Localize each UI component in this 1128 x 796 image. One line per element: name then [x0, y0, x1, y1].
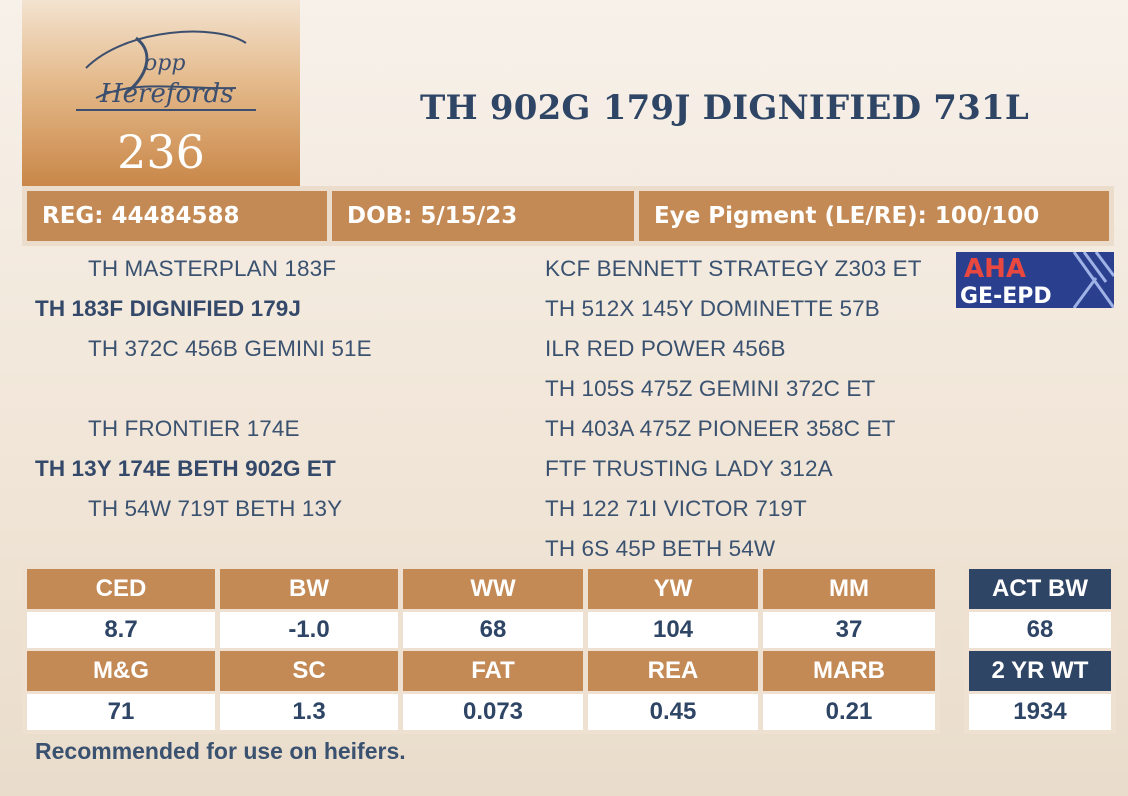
- pedigree-right-line: TH 512X 145Y DOMINETTE 57B: [545, 296, 880, 321]
- epd-table: [22, 564, 940, 734]
- pedigree-sire-dam: TH 372C 456B GEMINI 51E: [88, 336, 372, 361]
- epd-header-marb: MARB: [763, 651, 935, 691]
- pedigree-right-line: KCF BENNETT STRATEGY Z303 ET: [545, 256, 922, 281]
- epd-value-mg: 71: [27, 694, 215, 730]
- epd-value-yw: 104: [588, 612, 758, 648]
- pedigree-sire: TH 183F DIGNIFIED 179J: [35, 296, 302, 321]
- pedigree-right-line: TH 105S 475Z GEMINI 372C ET: [545, 376, 876, 401]
- two-year-weight-value: 1934: [969, 694, 1111, 730]
- epd-header-mm: MM: [763, 569, 935, 609]
- date-of-birth: DOB: 5/15/23: [332, 191, 634, 241]
- epd-value-ced: 8.7: [27, 612, 215, 648]
- bull-name-title: TH 902G 179J DIGNIFIED 731L: [420, 88, 1029, 128]
- pedigree-dam-sire: TH FRONTIER 174E: [88, 416, 300, 441]
- pedigree-right-line: ILR RED POWER 456B: [545, 336, 786, 361]
- epd-value-sc: 1.3: [220, 694, 398, 730]
- aha-logo-line2: GE-EPD: [960, 284, 1052, 308]
- topp-herefords-logo: [66, 18, 262, 118]
- pedigree-right-line: FTF TRUSTING LADY 312A: [545, 456, 833, 481]
- logo-block: [22, 0, 300, 186]
- aha-ge-epd-logo: [956, 252, 1114, 308]
- epd-header-rea: REA: [588, 651, 758, 691]
- epd-header-ww: WW: [403, 569, 583, 609]
- two-year-weight-header: 2 YR WT: [969, 651, 1111, 691]
- epd-header-bw: BW: [220, 569, 398, 609]
- epd-value-rea: 0.45: [588, 694, 758, 730]
- recommendation-note: Recommended for use on heifers.: [35, 738, 406, 764]
- actual-bw-header: ACT BW: [969, 569, 1111, 609]
- epd-header-ced: CED: [27, 569, 215, 609]
- epd-value-bw: -1.0: [220, 612, 398, 648]
- epd-header-fat: FAT: [403, 651, 583, 691]
- actual-bw-value: 68: [969, 612, 1111, 648]
- pedigree-dam-dam: TH 54W 719T BETH 13Y: [88, 496, 343, 521]
- pedigree-right-line: TH 6S 45P BETH 54W: [545, 536, 776, 561]
- pedigree-sire-sire: TH MASTERPLAN 183F: [88, 256, 337, 281]
- info-bar: [22, 186, 1114, 246]
- actual-weights-table: [964, 564, 1116, 734]
- svg-text:opp: opp: [144, 51, 186, 76]
- eye-pigment: Eye Pigment (LE/RE): 100/100: [639, 191, 1109, 241]
- epd-value-marb: 0.21: [763, 694, 935, 730]
- svg-text:Herefords: Herefords: [100, 79, 234, 109]
- epd-value-mm: 37: [763, 612, 935, 648]
- epd-header-sc: SC: [220, 651, 398, 691]
- epd-value-ww: 68: [403, 612, 583, 648]
- aha-logo-line1: AHA: [964, 254, 1027, 284]
- epd-header-mg: M&G: [27, 651, 215, 691]
- pedigree-right-line: TH 403A 475Z PIONEER 358C ET: [545, 416, 896, 441]
- epd-value-fat: 0.073: [403, 694, 583, 730]
- pedigree-right-line: TH 122 71I VICTOR 719T: [545, 496, 807, 521]
- pedigree-dam: TH 13Y 174E BETH 902G ET: [35, 456, 336, 481]
- registration-number: REG: 44484588: [27, 191, 327, 241]
- lot-number: 236: [117, 125, 205, 179]
- epd-header-yw: YW: [588, 569, 758, 609]
